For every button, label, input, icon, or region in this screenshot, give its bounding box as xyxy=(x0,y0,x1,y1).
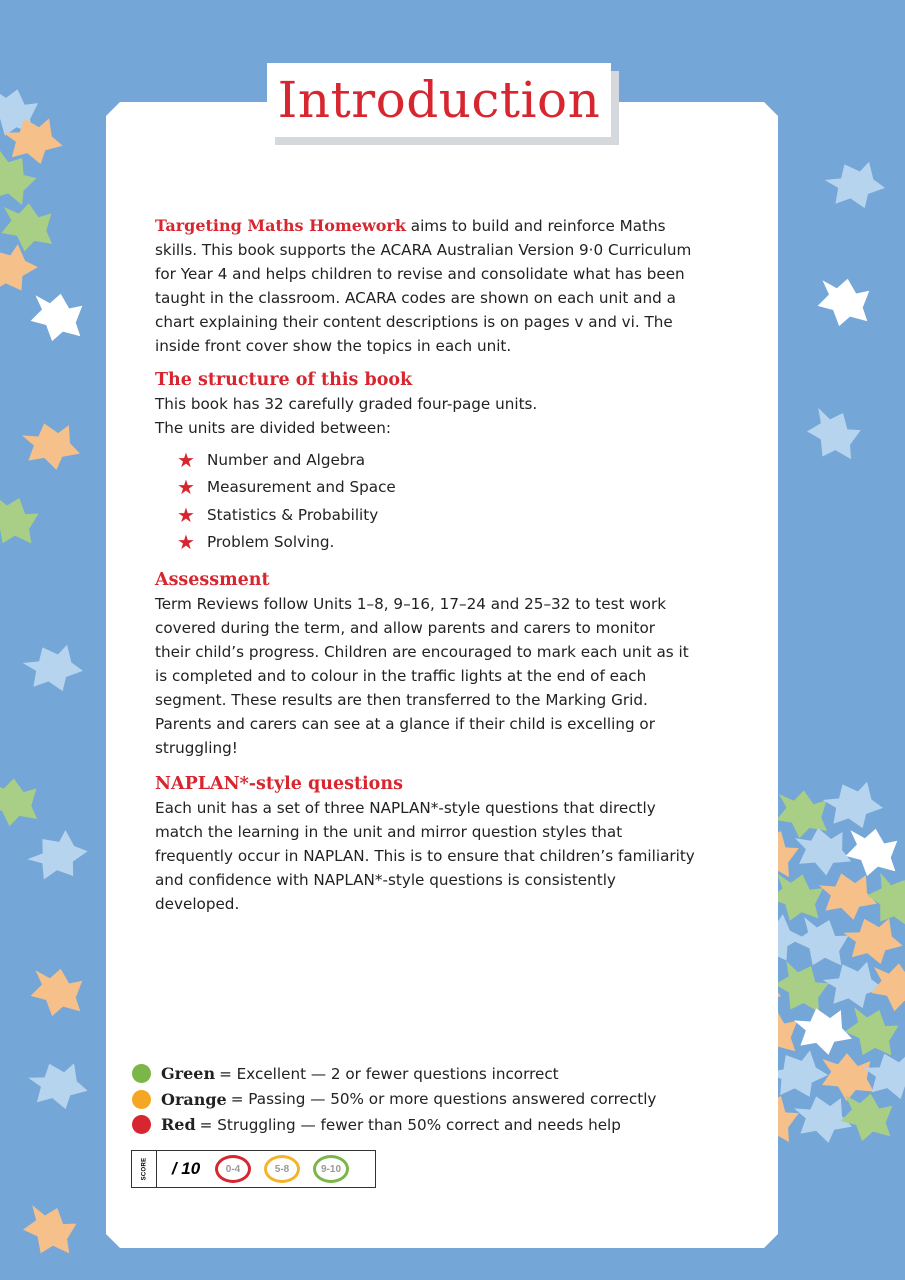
score-box xyxy=(131,1150,376,1188)
category-list xyxy=(177,446,695,556)
legend-label: Green xyxy=(161,1064,216,1084)
legend-row-green xyxy=(132,1061,692,1087)
score-total: / 10 xyxy=(171,1159,201,1178)
score-label-cell xyxy=(132,1151,157,1187)
intro-paragraph xyxy=(155,214,695,358)
list-item xyxy=(177,474,695,502)
intro-highlight: Targeting Maths Homework xyxy=(155,216,406,235)
star-icon: ★ xyxy=(177,502,195,527)
assessment-heading: Assessment xyxy=(155,570,270,590)
assessment-text: Term Reviews follow Units 1–8, 9–16, 17–24 and 25–32 to test work covered during the term, and allow parents and carers to monitor their child’s progress. Children are encouraged to mark each unit as it is completed and to colour in the traffic lights at the end of each segment. These results are then transferred to the Marking Grid. Parents and carers can see at a glance if their child is excelling or struggling! xyxy=(155,595,689,757)
intro-text: aims to build and reinforce Maths skills. This book supports the ACARA Australian Version 9·0 Curriculum for Year 4 and helps children to revise and consolidate what has been taught in the classroom. ACARA codes are shown on each unit and a chart explaining their content descriptions is on pages v and vi. The inside front cover show the topics in each unit. xyxy=(155,217,692,355)
red-dot-icon xyxy=(132,1115,151,1134)
structure-heading: The structure of this book xyxy=(155,370,413,390)
structure-line-2: The units are divided between: xyxy=(155,419,391,437)
score-range-green[interactable]: 9-10 xyxy=(313,1155,349,1183)
naplan-section xyxy=(155,772,695,916)
orange-dot-icon xyxy=(132,1090,151,1109)
naplan-heading: NAPLAN*-style questions xyxy=(155,774,403,794)
naplan-text: Each unit has a set of three NAPLAN*-style questions that directly match the learning in the unit and mirror question styles that frequently occur in NAPLAN. This is to ensure that children’s familiarity and confidence with NAPLAN*-style questions is consistently developed. xyxy=(155,799,695,913)
list-item xyxy=(177,446,695,474)
structure-line-1: This book has 32 carefully graded four-page units. xyxy=(155,395,538,413)
legend-text: = Struggling — fewer than 50% correct and needs help xyxy=(199,1115,621,1134)
structure-section xyxy=(155,368,695,556)
star-icon: ★ xyxy=(177,447,195,472)
assessment-section xyxy=(155,568,695,760)
legend-label: Red xyxy=(161,1115,196,1135)
list-item-label: Problem Solving. xyxy=(207,533,335,552)
legend-row-orange xyxy=(132,1087,692,1113)
list-item xyxy=(177,501,695,529)
list-item xyxy=(177,529,695,557)
score-range-orange[interactable]: 5-8 xyxy=(264,1155,300,1183)
star-icon: ★ xyxy=(177,530,195,555)
list-item-label: Number and Algebra xyxy=(207,450,366,469)
star-icon: ★ xyxy=(177,475,195,500)
list-item-label: Statistics & Probability xyxy=(207,505,379,524)
traffic-light-legend xyxy=(132,1061,692,1138)
score-label: SCORE xyxy=(141,1157,147,1181)
legend-row-red xyxy=(132,1112,692,1138)
legend-text: = Excellent — 2 or fewer questions incorrect xyxy=(219,1064,559,1083)
score-range-red[interactable]: 0-4 xyxy=(215,1155,251,1183)
main-content xyxy=(155,214,695,916)
green-dot-icon xyxy=(132,1064,151,1083)
legend-text: = Passing — 50% or more questions answered correctly xyxy=(230,1090,657,1109)
list-item-label: Measurement and Space xyxy=(207,478,396,497)
page-title: Introduction xyxy=(277,71,601,129)
legend-label: Orange xyxy=(161,1089,227,1109)
